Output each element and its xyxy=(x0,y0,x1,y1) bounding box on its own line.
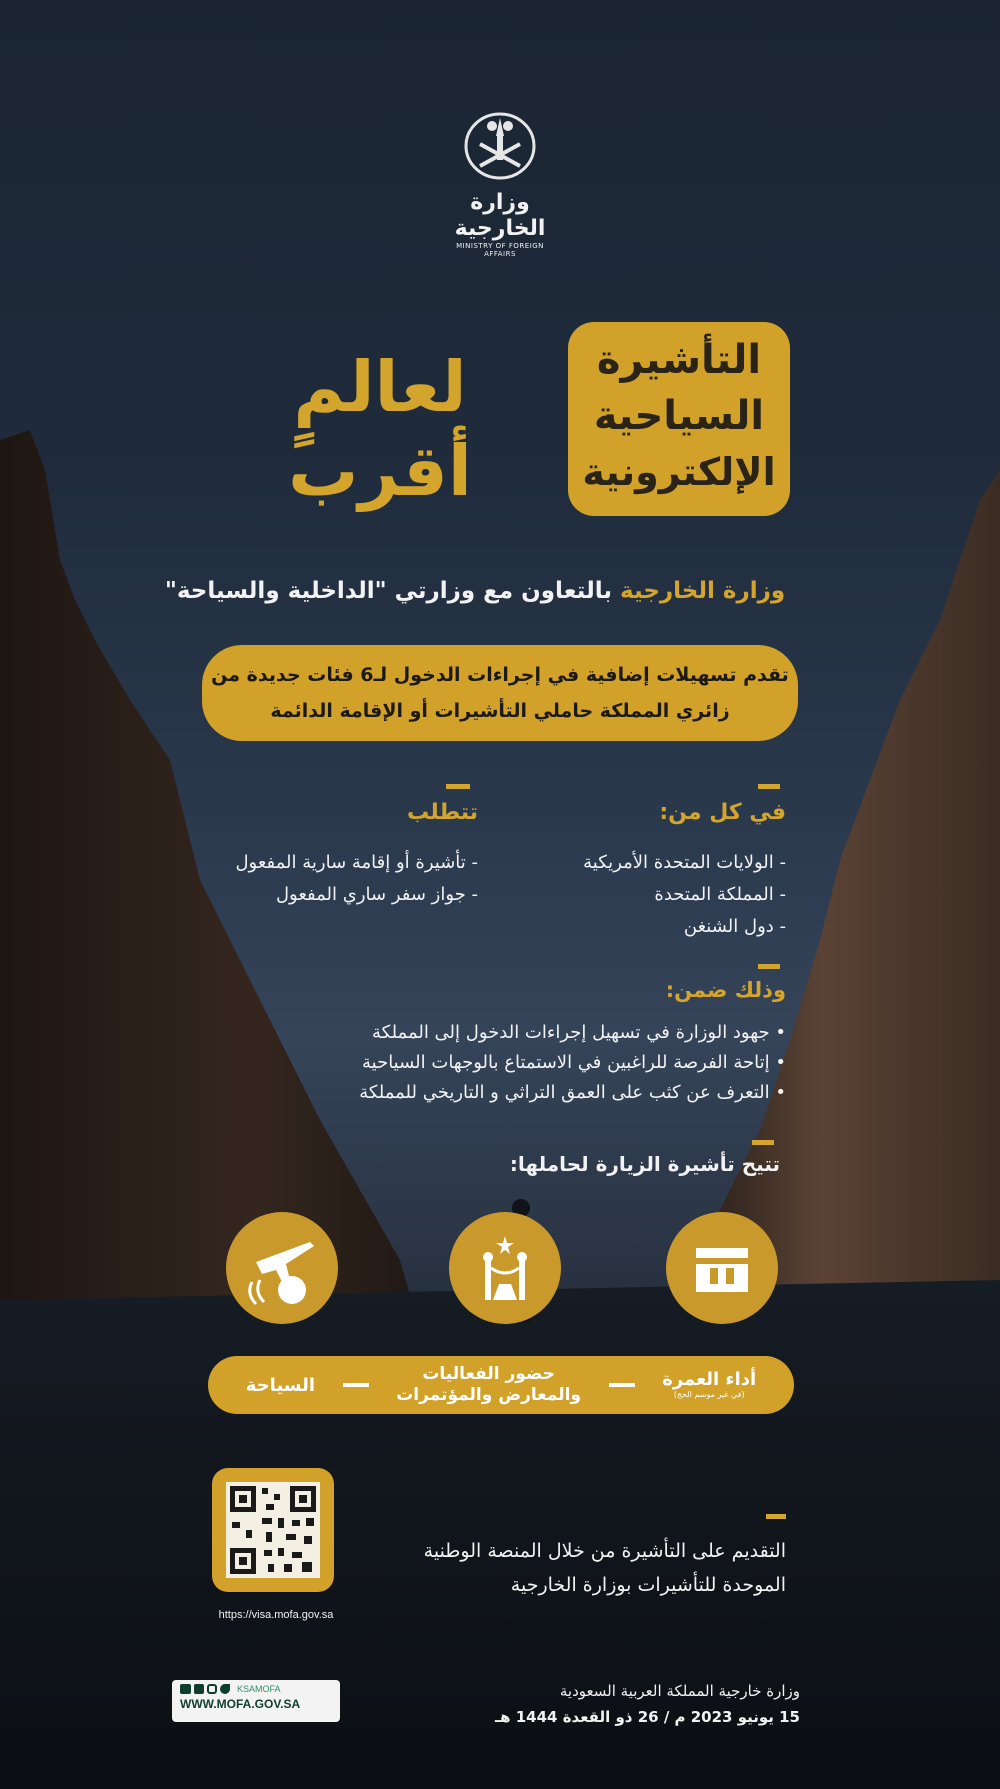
headline-side-line-1: لعالمٍ xyxy=(293,346,467,428)
social-icons-row xyxy=(180,1684,332,1694)
ministry-logo xyxy=(440,110,560,258)
requirement-item: - جواز سفر ساري المفعول xyxy=(275,884,478,905)
intro-highlight: وزارة الخارجية xyxy=(620,578,786,604)
apply-dash xyxy=(766,1514,786,1519)
intro-rest: بالتعاون مع وزارتي "الداخلية والسياحة" xyxy=(164,578,612,604)
twitter-icon[interactable] xyxy=(220,1684,230,1694)
context-section xyxy=(200,978,786,1108)
emblem-icon xyxy=(460,110,540,186)
countries-dash xyxy=(758,784,780,789)
context-item: • إتاحة الفرصة للراغبين في الاستمتاع بالوجهات السياحية xyxy=(361,1052,786,1073)
social-handle: KSAMOFA xyxy=(237,1684,281,1694)
visa-url[interactable]: https://visa.mofa.gov.sa xyxy=(218,1609,334,1621)
social-badge[interactable] xyxy=(172,1680,340,1722)
benefits-heading: تتيح تأشيرة الزيارة لحاملها: xyxy=(509,1152,780,1176)
country-item: - الولايات المتحدة الأمريكية xyxy=(583,852,786,873)
footer-ministry: وزارة خارجية المملكة العربية السعودية xyxy=(559,1682,800,1700)
apply-line-1: التقديم على التأشيرة من خلال المنصة الوطنية xyxy=(423,1540,786,1562)
logo-english-name: MINISTRY OF FOREIGN AFFAIRS xyxy=(456,242,544,258)
qr-code-icon xyxy=(212,1468,334,1592)
footer xyxy=(440,1678,800,1730)
benefit-events-line-2: والمعارض والمؤتمرات xyxy=(396,1385,582,1405)
tourism-icon xyxy=(226,1212,338,1324)
context-dash xyxy=(758,964,780,969)
logo-arabic-name: وزارة الخارجية xyxy=(454,190,546,241)
footer-date: 15 يونيو 2023 م / 26 ذو القعدة 1444 هـ xyxy=(494,1708,800,1726)
benefits-pill xyxy=(208,1356,794,1414)
kaaba-icon xyxy=(666,1212,778,1324)
banner-line-2: زائري المملكة حاملي التأشيرات أو الإقامة الدائمة xyxy=(270,700,730,722)
qr-code-frame[interactable] xyxy=(212,1468,334,1592)
headline-line-1: التأشيرة xyxy=(596,337,762,383)
apply-text xyxy=(370,1534,786,1602)
instagram-icon[interactable] xyxy=(207,1684,217,1694)
headline-side xyxy=(200,345,560,513)
countries-section xyxy=(540,800,786,943)
requirements-heading: تتطلب xyxy=(407,800,478,825)
website-link[interactable]: WWW.MOFA.GOV.SA xyxy=(180,1697,301,1711)
banner-line-1: تقدم تسهيلات إضافية في إجراءات الدخول لـ6 فئات جديدة من xyxy=(211,664,789,686)
headline-box xyxy=(568,322,790,516)
context-heading: وذلك ضمن: xyxy=(665,978,786,1002)
context-item: • التعرف عن كثب على العمق التراثي و التاريخي للمملكة xyxy=(359,1082,786,1103)
country-item: - دول الشنغن xyxy=(683,916,786,937)
benefit-separator xyxy=(609,1383,635,1387)
benefit-umrah-label: أداء العمرة xyxy=(662,1369,757,1390)
apply-line-2: الموحدة للتأشيرات بوزارة الخارجية xyxy=(510,1574,786,1596)
benefit-tourism: السياحة xyxy=(245,1374,316,1396)
headline-line-3: الإلكترونية xyxy=(582,450,776,494)
categories-banner xyxy=(202,645,798,741)
benefits-dash xyxy=(752,1140,774,1145)
intro-line xyxy=(150,578,800,604)
benefit-events-line-1: حضور الفعاليات xyxy=(422,1364,555,1384)
headline-side-line-2: أقرب xyxy=(288,430,472,512)
country-item: - المملكة المتحدة xyxy=(654,884,786,905)
requirements-dash xyxy=(446,784,470,789)
youtube-icon[interactable] xyxy=(180,1684,191,1694)
benefit-umrah-note: (في غير موسم الحج) xyxy=(673,1390,745,1399)
benefit-umrah xyxy=(662,1370,756,1400)
benefit-separator xyxy=(343,1383,369,1387)
requirement-item: - تأشيرة أو إقامة سارية المفعول xyxy=(235,852,478,873)
events-icon xyxy=(449,1212,561,1324)
headline-line-2: السياحية xyxy=(593,393,765,439)
requirements-section xyxy=(200,800,478,911)
facebook-icon[interactable] xyxy=(194,1684,204,1694)
countries-heading: في كل من: xyxy=(659,800,786,825)
context-item: • جهود الوزارة في تسهيل إجراءات الدخول إلى المملكة xyxy=(371,1022,786,1043)
benefit-events xyxy=(396,1364,581,1406)
